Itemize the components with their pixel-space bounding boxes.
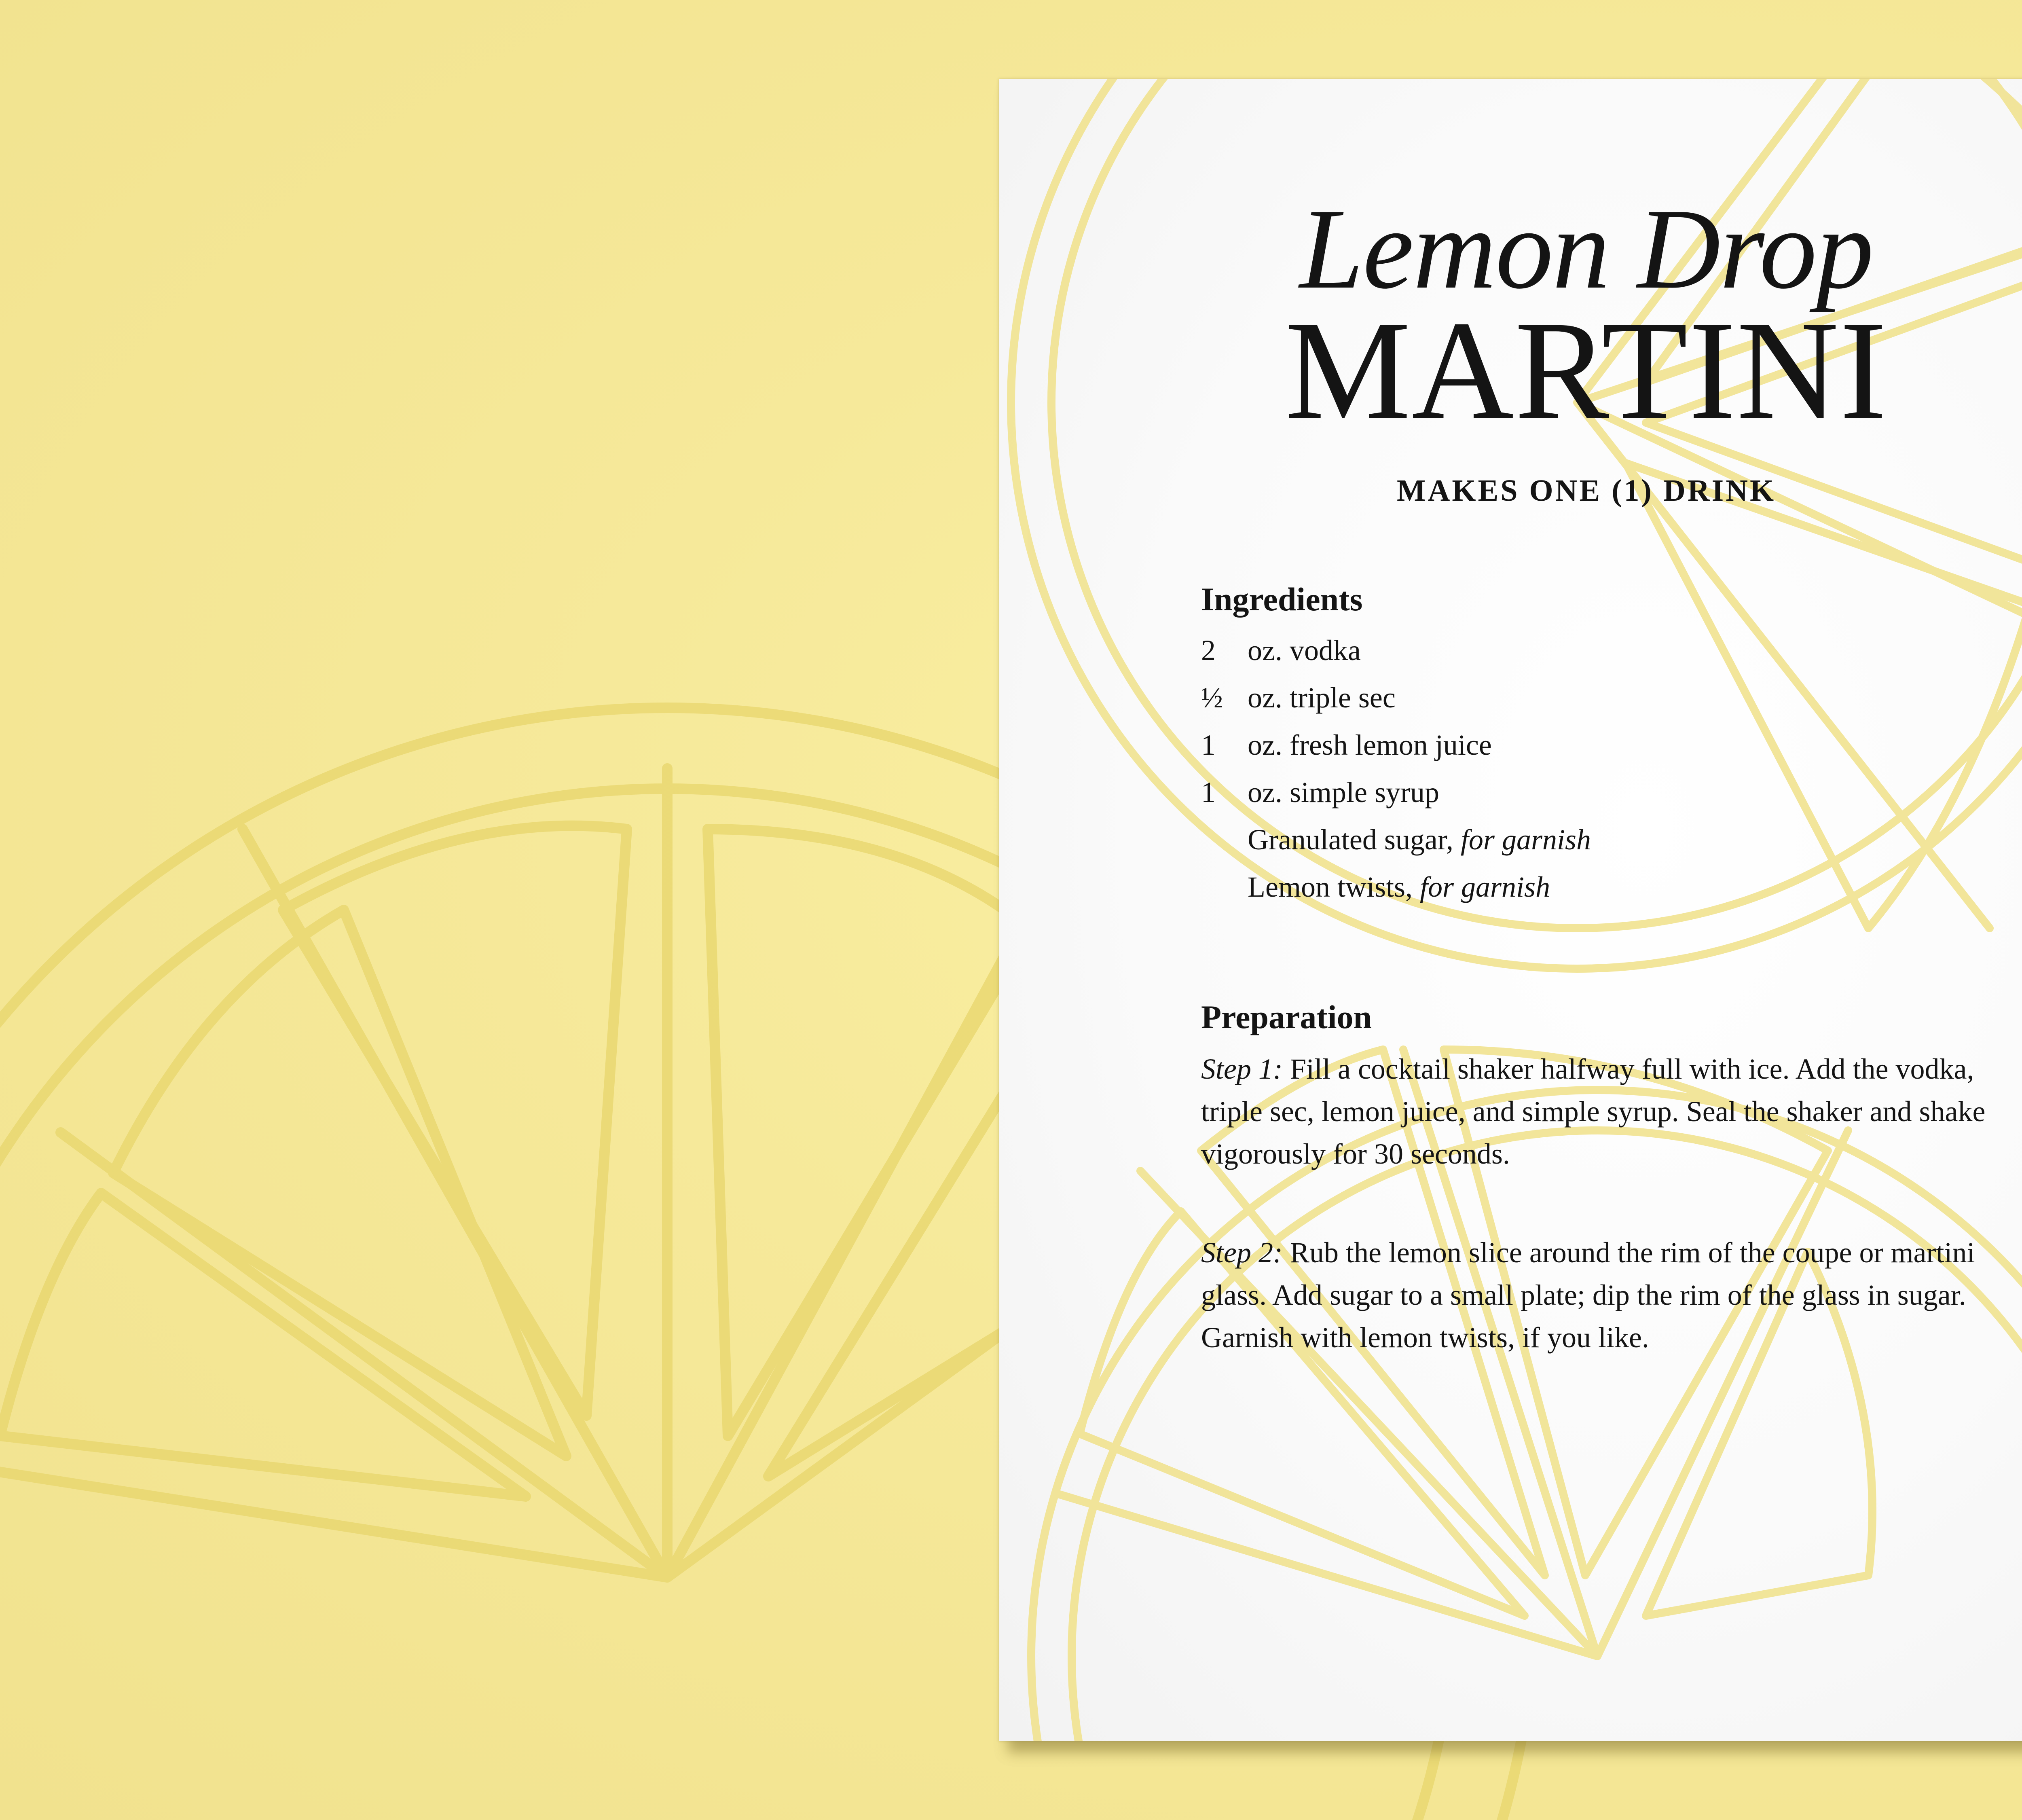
recipe-content <box>999 79 2022 1741</box>
recipe-card <box>999 79 2022 1741</box>
ingredients-heading: Ingredients <box>1201 581 1363 618</box>
step-label: Step 1: <box>1201 1053 1283 1085</box>
ingredient-qty: ½ <box>1201 681 1223 714</box>
ingredient-item <box>1201 769 1969 816</box>
ingredient-text: Lemon twists, <box>1248 871 1420 903</box>
ingredient-item <box>1201 674 1969 722</box>
recipe-title-script: Lemon Drop <box>1299 185 1873 313</box>
ingredients-list <box>1201 627 1969 911</box>
ingredient-text: oz. fresh lemon juice <box>1248 729 1492 761</box>
recipe-title-main: MARTINI <box>1285 292 1888 449</box>
ingredient-item <box>1201 816 1969 863</box>
ingredient-text: oz. simple syrup <box>1248 776 1439 808</box>
ingredient-note: for garnish <box>1420 871 1550 903</box>
ingredient-qty: 2 <box>1201 634 1216 667</box>
step-text: Fill a cocktail shaker halfway full with ice. Add the vodka, triple sec, lemon juice, and simple syrup. Seal the shaker and shake vigorously for 30 seconds. <box>1201 1053 1986 1170</box>
ingredient-note: for garnish <box>1460 823 1591 856</box>
ingredient-text: Granulated sugar, <box>1248 823 1461 856</box>
ingredient-item <box>1201 722 1969 769</box>
preparation-heading: Preparation <box>1201 999 1372 1035</box>
ingredient-text: oz. triple sec <box>1248 681 1396 714</box>
ingredient-qty: 1 <box>1201 729 1216 761</box>
recipe-yield: MAKES ONE (1) DRINK <box>1396 474 1776 508</box>
preparation-step <box>1201 1048 2014 1175</box>
ingredient-item <box>1201 627 1969 674</box>
step-text: Rub the lemon slice around the rim of the coupe or martini glass. Add sugar to a small plate; dip the rim of the glass in sugar. Garnish with lemon twists, if you like. <box>1201 1236 1975 1354</box>
step-label: Step 2: <box>1201 1236 1283 1269</box>
ingredient-item <box>1201 863 1969 911</box>
ingredient-qty: 1 <box>1201 776 1216 808</box>
ingredient-text: oz. vodka <box>1248 634 1361 667</box>
preparation-step <box>1201 1232 2014 1359</box>
